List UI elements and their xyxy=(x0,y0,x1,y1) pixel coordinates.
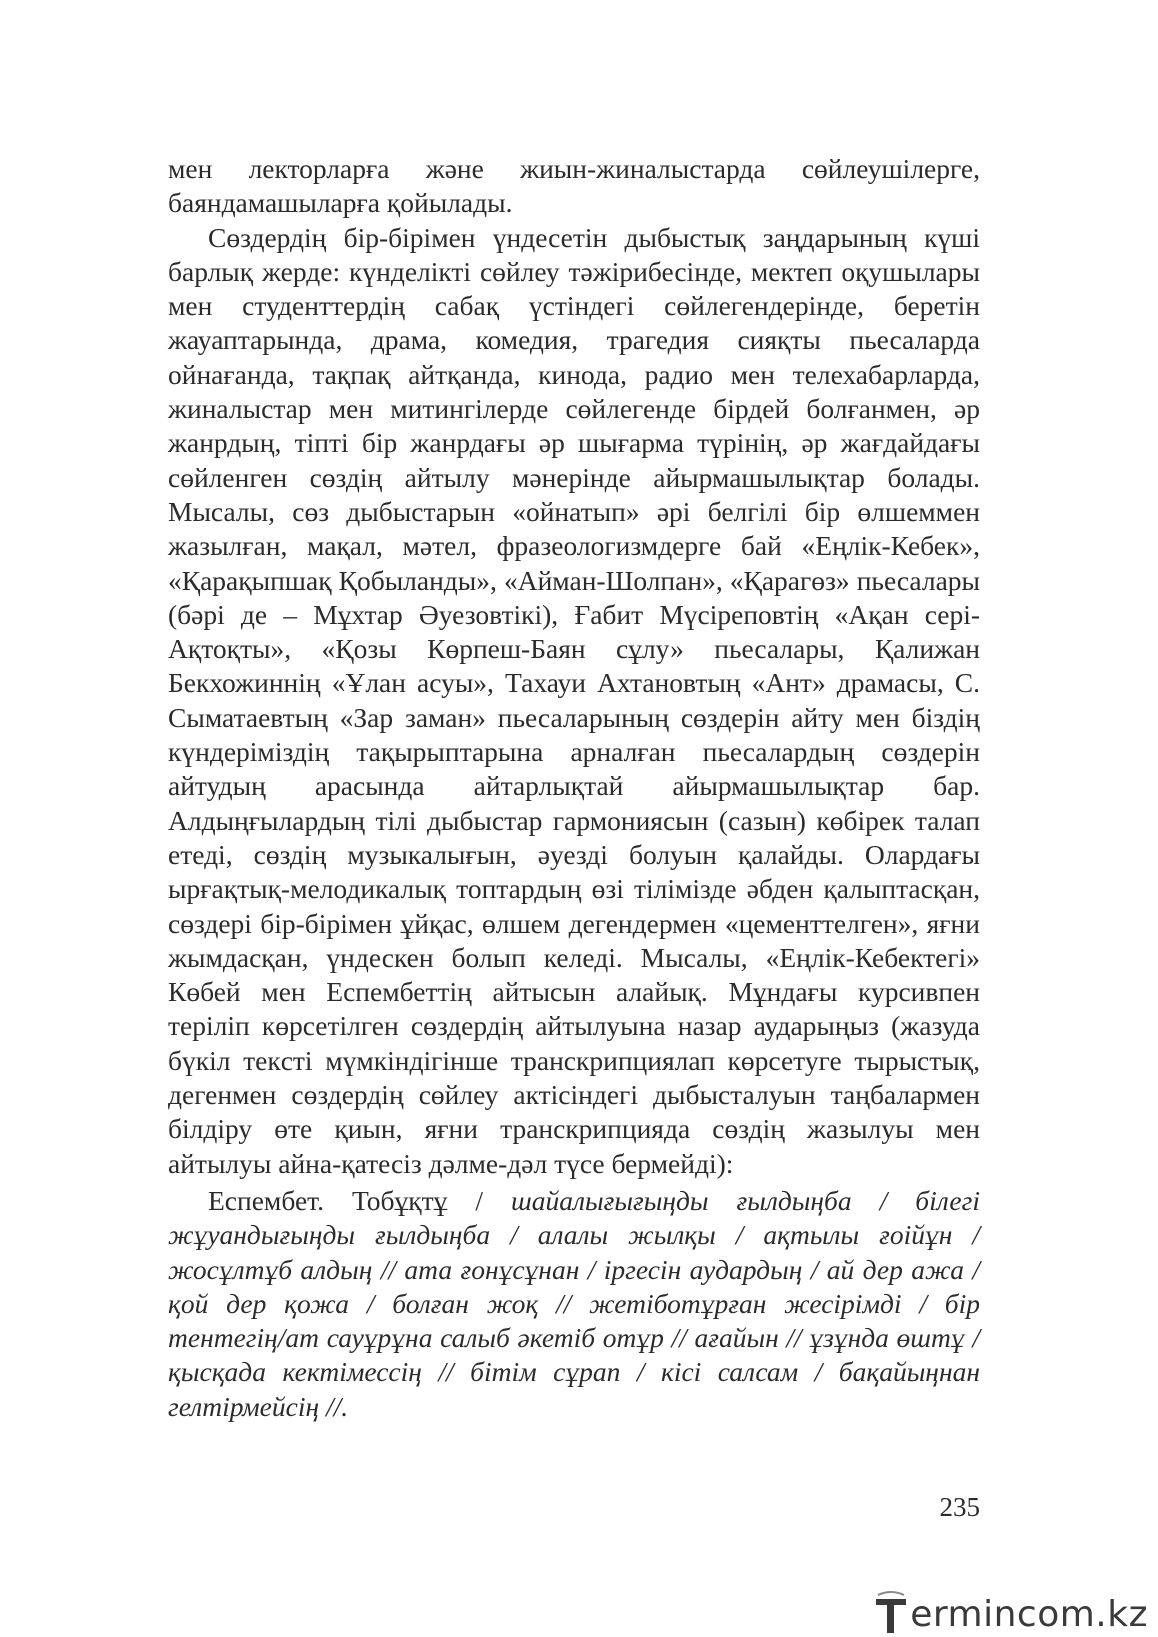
verse-text: шайалығығыңды ғылдыңба / білегі жұуандығыңды ғылдыңба / алалы жылқы / ақтылы ғоійұн / жосұлтұб алдың // ата ғонұсұнан / іргесін аудардың / ай дер ажа / қой дер қожа / болған жоқ // жетіботұрған жесірімді / бір тентегің/ат сауұрұна салыб әкетіб отұр // ағайын // ұзұнда өштұ / қысқада кектімессің // бітім сұрап / кісі салсам / бақайыңнан гелтірмейсің //. xyxy=(168,1184,980,1422)
page-body xyxy=(168,152,980,1424)
paragraph-continued: мен лекторларға және жиын-жиналыстарда сөйлеушілерге, баяндамашыларға қойылады. xyxy=(168,153,980,219)
verse-speaker: Еспембет. Тобұқтұ / xyxy=(208,1184,511,1216)
paragraph-main: Сөздердің бір-бірімен үндесетін дыбыстық заңдарының күші барлық жерде: күнделікті сөйлеу тәжірибесінде, мектеп оқушылары мен студенттердің сабақ үстіндегі сөйлегендерінде, беретін жауаптарында, драма, комедия, трагедия сияқты пьесаларда ойнағанда, тақпақ айтқанда, кинода, радио мен телехабарларда, жиналыстар мен митингілерде сөйлегенде бірдей болғанмен, әр жанрдың, тіпті бір жанрдағы әр шығарма түрінің, әр жағдайдағы сөйленген сөздің айтылу мәнерінде айырмашылықтар болады. Мысалы, сөз дыбыстарын «ойнатып» әрі белгілі бір өлшеммен жазылған, мақал, мәтел, фразеологизмдерге бай «Еңлік-Кебек», «Қарақыпшақ Қобыланды», «Айман-Шолпан», «Қарагөз» пьесалары (бәрі де – Мұхтар Әуезовтікі), Ғабит Мүсіреповтің «Ақан сері-Ақтоқты», «Қозы Көрпеш-Баян сұлу» пьесалары, Қалижан Бекхожиннің «Ұлан асуы», Тахауи Ахтановтың «Ант» драмасы, С. Сыматаевтың «Зар заман» пьесаларының сөздерін айту мен біздің күндеріміздің тақырыптарына арналған пьесалардың сөздерін айтудың арасында айтарлықтай айырмашылықтар бар. Алдыңғылардың тілі дыбыстар гармониясын (сазын) көбірек талап етеді, сөздің музыкалығын, әуезді болуын қалайды. Олардағы ырғақтық-мелодикалық топтардың өзі тілімізде әбден қалыптасқан, сөздері бір-бірімен ұйқас, өлшем дегендермен «цементтелген», яғни жымдасқан, үндескен болып келеді. Мысалы, «Еңлік-Кебектегі» Көбей мен Еспембеттің айтысын алайық. Мұндағы курсивпен теріліп көрсетілген сөздердің айтылуына назар аударыңыз (жазуда бүкіл текcті мүмкіндігінше транскрипциялап көрсетуге тырыстық, дегенмен сөздердің сөйлеу актісіндегі дыбысталуын таңбалармен білдіру өте қиын, яғни транскрипцияда сөздің жазылуы мен айтылуы айна-қатесіз дәлме-дәл түсе бермейді): xyxy=(168,221,980,1179)
watermark-text: ermincom.kz xyxy=(910,1594,1148,1635)
verse-excerpt xyxy=(168,1184,980,1424)
termincom-watermark xyxy=(874,1591,1148,1635)
watermark-logo-icon xyxy=(874,1591,908,1635)
page-number: 235 xyxy=(939,1492,980,1522)
